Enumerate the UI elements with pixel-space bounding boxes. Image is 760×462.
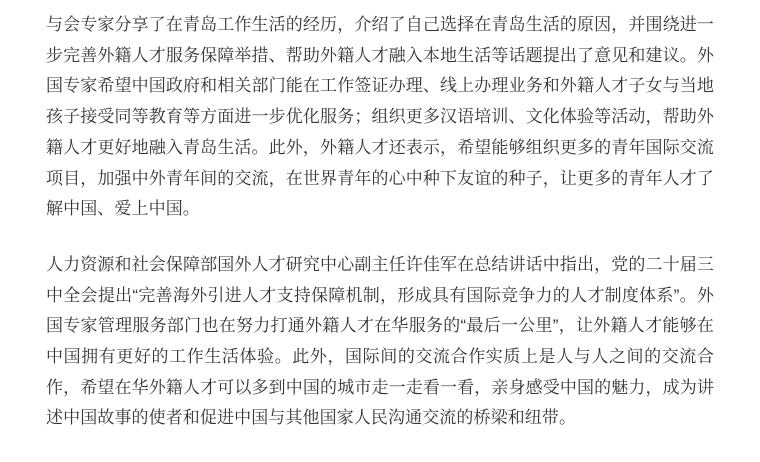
article-paragraph-1: 与会专家分享了在青岛工作生活的经历，介绍了自己选择在青岛生活的原因，并围绕进一步完善外籍人才服务保障举措、帮助外籍人才融入本地生活等话题提出了意见和建议。外国专家希望中国政府和相关部门能在工作签证办理、线上办理业务和外籍人才子女与当地孩子接受同等教育等方面进一步优化服务；组织更多汉语培训、文化体验等活动，帮助外籍人才更好地融入青岛生活。此外，外籍人才还表示，希望能够组织更多的青年国际交流项目，加强中外青年间的交流，在世界青年的心中种下友谊的种子，让更多的青年人才了解中国、爱上中国。 — [46, 15, 714, 219]
article-paragraph-2: 人力资源和社会保障部国外人才研究中心副主任许佳军在总结讲话中指出，党的二十届三中全会提出“完善海外引进人才支持保障机制，形成具有国际竞争力的人才制度体系”。外国专家管理服务部门也在努力打通外籍人才在华服务的“最后一公里”，让外籍人才能够在中国拥有更好的工作生活体验。此外，国际间的交流合作实质上是人与人之间的交流合作，希望在华外籍人才可以多到中国的城市走一走看一看，亲身感受中国的魅力，成为讲述中国故事的使者和促进中国与其他国家人民沟通交流的桥梁和纽带。 — [46, 254, 714, 428]
